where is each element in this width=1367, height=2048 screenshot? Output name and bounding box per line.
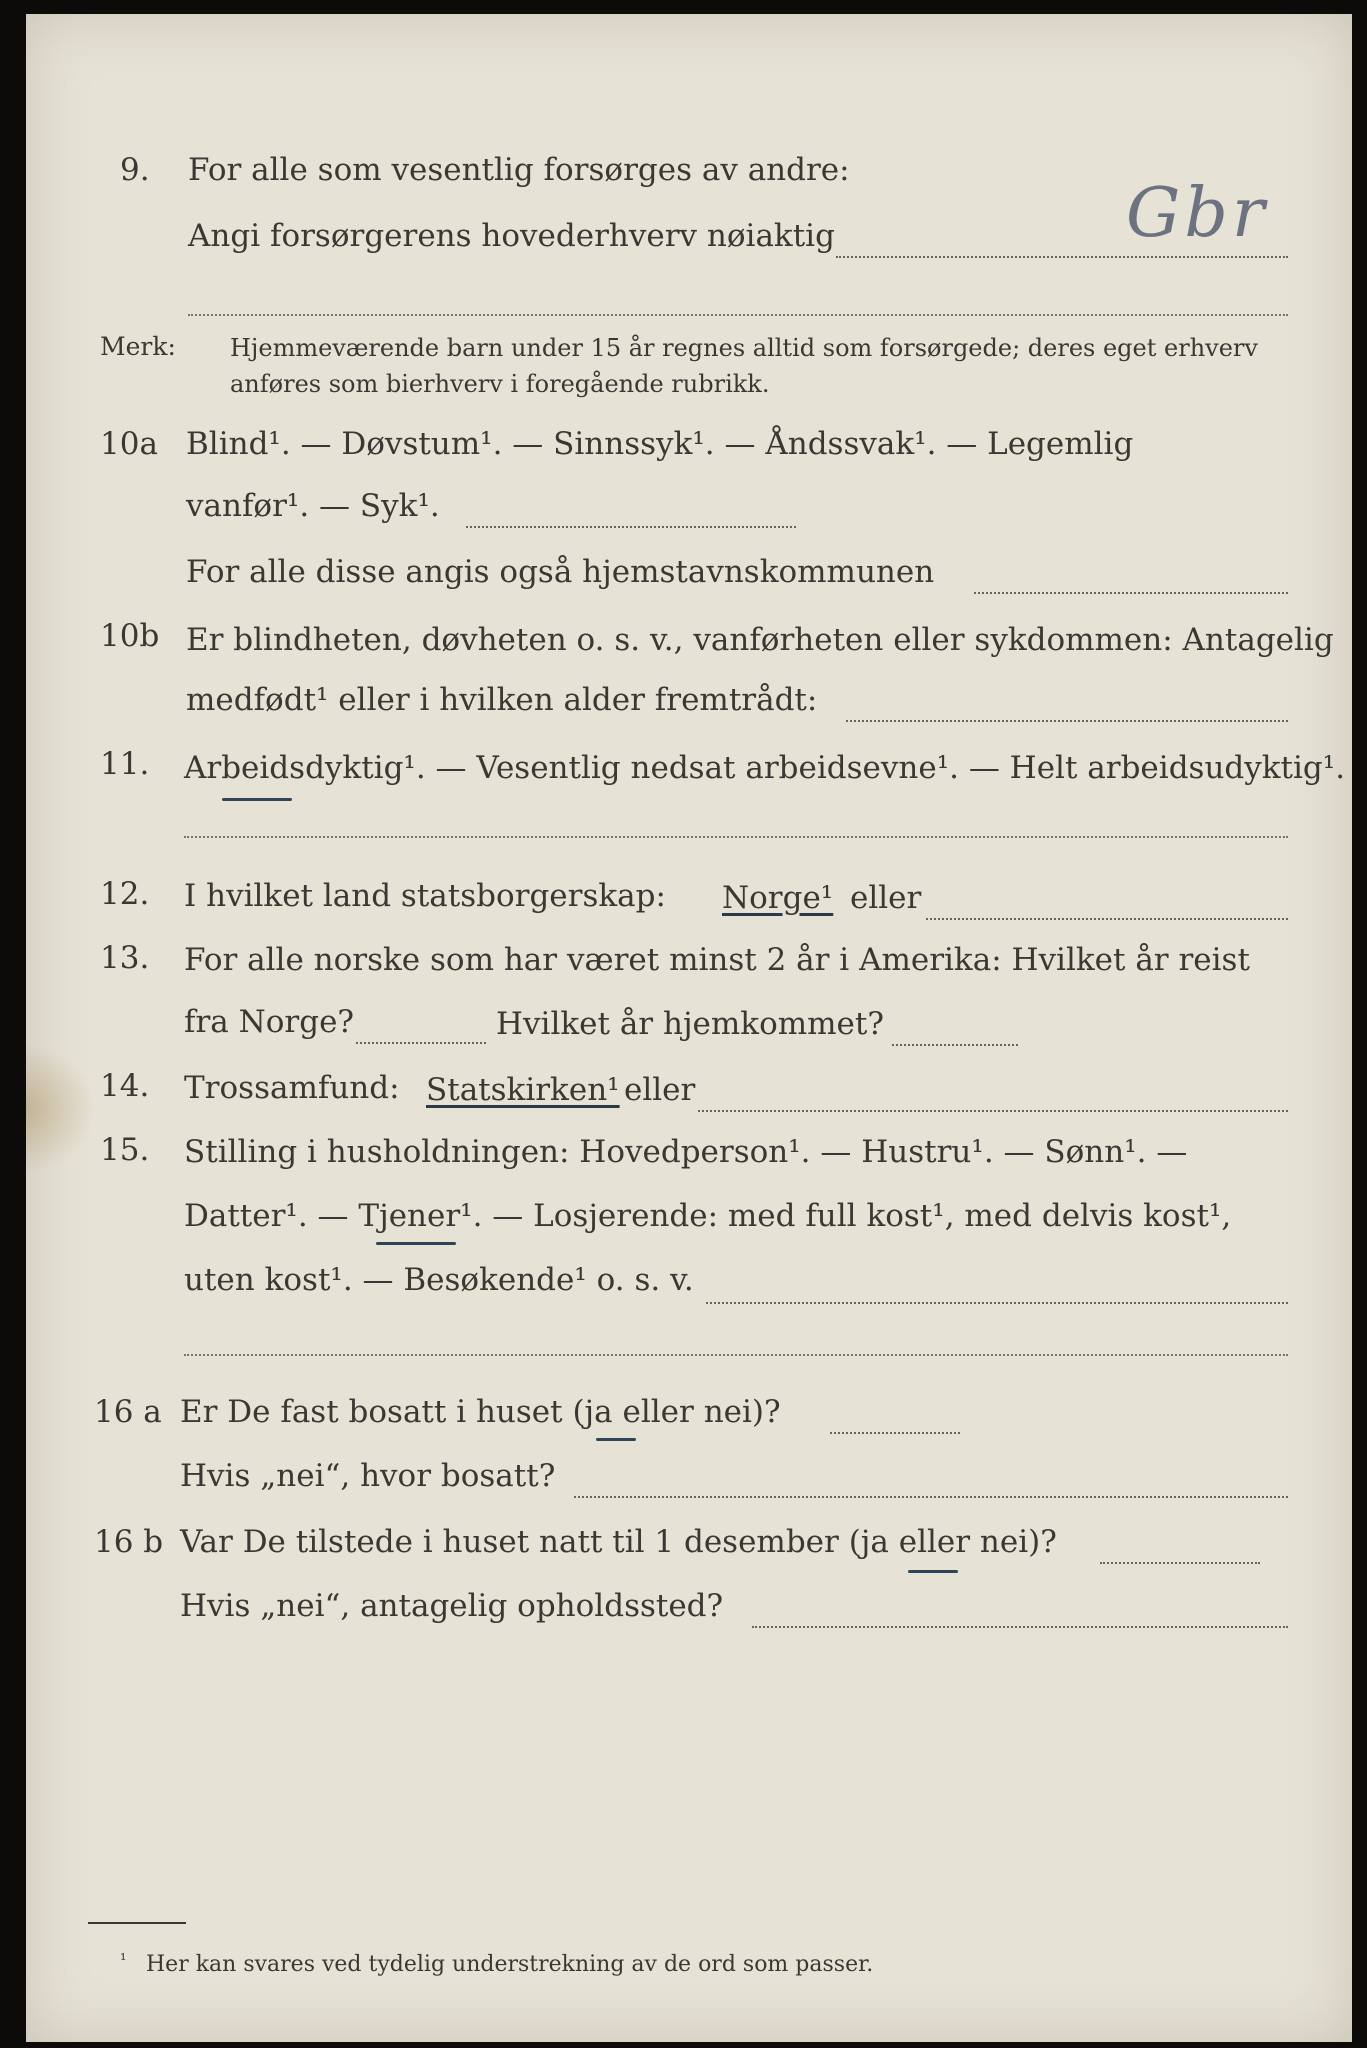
q14-post: eller [624, 1072, 696, 1108]
q9-number: 9. [120, 152, 150, 188]
q12-number: 12. [100, 876, 150, 912]
q16a-answer-line[interactable] [830, 1432, 960, 1434]
q15-line1: Stilling i husholdningen: Hovedperson¹. — Hustru¹. — Sønn¹. — [184, 1134, 1188, 1170]
q11-line1: Arbeidsdyktig¹. — Vesentlig nedsat arbeidsevne¹. — Helt arbeidsudyktig¹. [184, 750, 1346, 786]
q14-option-statskirken: Statskirken¹ [426, 1072, 620, 1108]
q16a-bosatt-line[interactable] [574, 1496, 1288, 1498]
q11-handwritten-underline [222, 798, 292, 801]
q16a-line2: Hvis „nei“, hvor bosatt? [180, 1458, 556, 1494]
q13-hjemkommet-line[interactable] [892, 1044, 1018, 1046]
q12-pre: I hvilket land statsborgerskap: [184, 878, 666, 914]
q10a-line2: vanfør¹. — Syk¹. [186, 488, 440, 524]
merk-line2: anføres som bierhverv i foregående rubrikk. [230, 370, 770, 398]
q13-line1: For alle norske som har været minst 2 år i Amerika: Hvilket år reist [184, 942, 1250, 978]
q16b-number: 16 b [94, 1524, 164, 1560]
q16b-opholdssted-line[interactable] [752, 1626, 1288, 1628]
footnote-mark: ¹ [120, 1950, 127, 1969]
q16b-handwritten-underline [908, 1570, 958, 1573]
footnote-text: Her kan svares ved tydelig understrekning av de ord som passer. [146, 1952, 874, 1977]
merk-label: Merk: [100, 332, 176, 361]
q14-number: 14. [100, 1068, 150, 1104]
q14-answer-line[interactable] [698, 1110, 1288, 1112]
q9-line2: Angi forsørgerens hovederhverv nøiaktig [188, 218, 835, 254]
q15-answer-line[interactable] [706, 1302, 1288, 1304]
q10a-line1: Blind¹. — Døvstum¹. — Sinnssyk¹. — Åndssvak¹. — Legemlig [186, 426, 1134, 462]
paper-stain [26, 1044, 96, 1174]
merk-line1: Hjemmeværende barn under 15 år regnes alltid som forsørgede; deres eget erhverv [230, 334, 1258, 362]
q15-handwritten-underline [376, 1242, 456, 1245]
q10a-answer-line[interactable] [466, 526, 796, 528]
q12-post: eller [850, 880, 922, 916]
q16b-line2: Hvis „nei“, antagelig opholdssted? [180, 1588, 724, 1624]
q10a-number: 10a [100, 426, 158, 462]
q13-line2a: fra Norge? [184, 1004, 355, 1040]
q16b-answer-line[interactable] [1100, 1562, 1260, 1564]
q13-number: 13. [100, 940, 150, 976]
q10b-line1: Er blindheten, døvheten o. s. v., vanførheten eller sykdommen: Antagelig [186, 622, 1334, 658]
q9-answer-line-2[interactable] [188, 314, 1288, 316]
footnote-rule [88, 1922, 186, 1924]
q15-line2: Datter¹. — Tjener¹. — Losjerende: med full kost¹, med delvis kost¹, [184, 1198, 1232, 1234]
q16a-handwritten-underline [596, 1438, 636, 1441]
q10a-hjemstavn-line[interactable] [974, 592, 1288, 594]
q15-number: 15. [100, 1132, 150, 1168]
q13-reist-line[interactable] [356, 1042, 486, 1044]
q15-answer-line-2[interactable] [184, 1354, 1288, 1356]
q9-handwritten-answer: Gbr [1126, 174, 1269, 253]
q9-line1: For alle som vesentlig forsørges av andre: [188, 152, 850, 188]
q10b-number: 10b [100, 618, 160, 654]
q10b-answer-line[interactable] [846, 720, 1288, 722]
q11-answer-line[interactable] [184, 836, 1288, 838]
census-form-page [26, 14, 1352, 2042]
q14-pre: Trossamfund: [184, 1070, 400, 1106]
q12-answer-line[interactable] [926, 918, 1288, 920]
q16b-line1: Var De tilstede i huset natt til 1 desember (ja eller nei)? [180, 1524, 1057, 1560]
q10b-line2: medfødt¹ eller i hvilken alder fremtrådt: [186, 682, 818, 718]
q16a-number: 16 a [94, 1394, 162, 1430]
q11-number: 11. [100, 746, 150, 782]
q9-answer-line[interactable] [836, 256, 1288, 258]
q15-line3: uten kost¹. — Besøkende¹ o. s. v. [184, 1262, 694, 1298]
q10a-line3: For alle disse angis også hjemstavnskommunen [186, 554, 935, 590]
q16a-line1: Er De fast bosatt i huset (ja eller nei)? [180, 1394, 781, 1430]
q13-line2b: Hvilket år hjemkommet? [496, 1006, 884, 1042]
q12-option-norge: Norge¹ [722, 880, 834, 916]
